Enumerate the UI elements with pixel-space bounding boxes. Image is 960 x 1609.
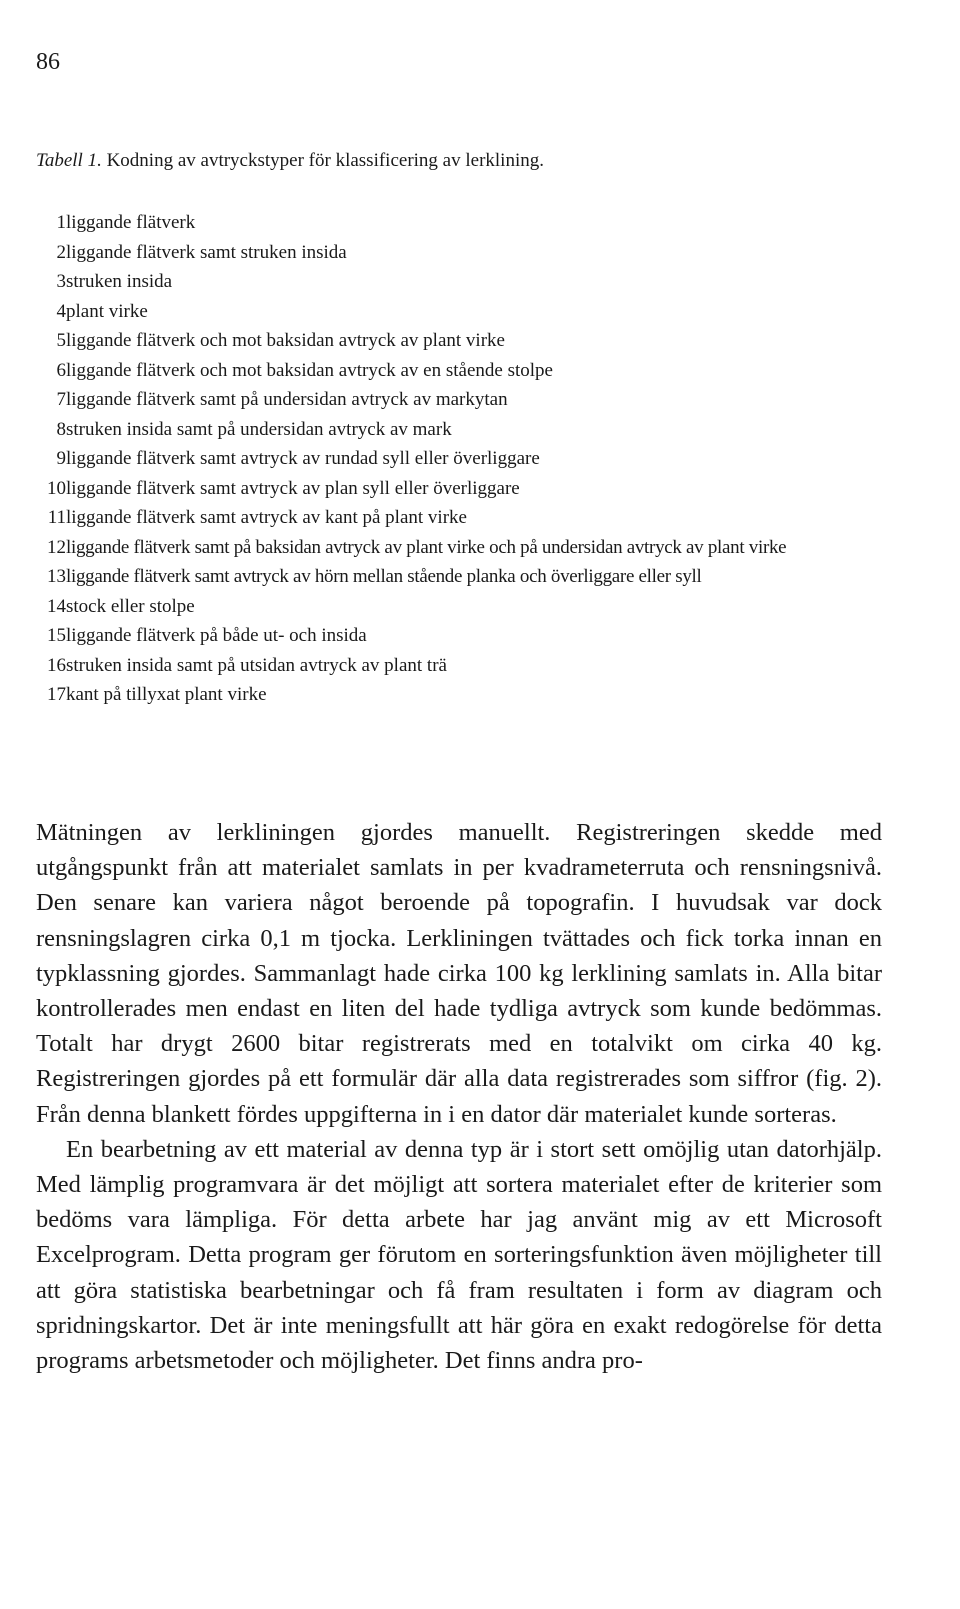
code-description: struken insida samt på undersidan avtryck av mark bbox=[66, 418, 452, 440]
code-table bbox=[36, 208, 916, 710]
code-row bbox=[36, 238, 916, 268]
code-number: 8 bbox=[56, 418, 66, 440]
code-row bbox=[36, 651, 916, 681]
code-number: 15 bbox=[47, 625, 66, 646]
code-number: 16 bbox=[47, 654, 66, 676]
code-description: liggande flätverk bbox=[66, 212, 196, 233]
code-row bbox=[36, 356, 916, 386]
code-row bbox=[36, 297, 916, 327]
code-row bbox=[36, 621, 916, 651]
code-description: liggande flätverk samt struken insida bbox=[66, 241, 347, 263]
code-row bbox=[36, 680, 916, 710]
code-description: struken insida bbox=[66, 271, 173, 292]
code-description: kant på tillyxat plant virke bbox=[66, 684, 267, 705]
code-description: struken insida samt på utsidan avtryck av plant trä bbox=[66, 654, 447, 676]
code-description: liggande flätverk samt avtryck av plan syll eller överliggare bbox=[66, 477, 520, 499]
code-number: 11 bbox=[47, 507, 66, 528]
paragraph: Mätningen av lerkliningen gjordes manuellt. Registreringen skedde med utgångspunkt från att materialet samlats in per kvadrameterruta och rensningsnivå. Den senare kan variera något beroende på topografin. I huvudsak var dock rensningslagren cirka 0,1 m tjocka. Lerkliningen tvättades och fick torka innan en typklassning gjordes. Sammanlagt hade cirka 100 kg lerklining samlats in. Alla bitar kontrollerades men endast en liten del hade tydliga avtryck som kunde bedömmas. Totalt har drygt 2600 bitar registrerats med en totalvikt om cirka 40 kg. Registreringen gjordes på ett formulär där alla data registrerades som siffror (fig. 2). Från denna blankett fördes uppgifterna in i en dator där materialet kunde sorteras. bbox=[36, 819, 882, 1128]
paragraph: En bearbetning av ett material av denna typ är i stort sett omöjlig utan datorhjälp. Med lämplig programvara är det möjligt att sortera materialet efter de kriterier som bedöms vara lämpliga. För detta arbete har jag använt mig av ett Microsoft Excelprogram. Detta program ger förutom en sorteringsfunktion även möjligheter till att göra statistiska bearbetningar och få fram resultaten i form av diagram och spridningskartor. Det är inte meningsfullt att här göra en exakt redogörelse för detta programs arbetsmetoder och möjligheter. Det finns andra pro- bbox=[36, 1135, 882, 1375]
code-description: liggande flätverk samt på baksidan avtryck av plant virke och på undersidan avtryck av plant virke bbox=[66, 536, 787, 558]
code-number: 6 bbox=[56, 359, 66, 381]
code-row bbox=[36, 592, 916, 622]
code-description: liggande flätverk på både ut- och insida bbox=[66, 625, 367, 646]
code-row bbox=[36, 267, 916, 297]
code-number: 13 bbox=[47, 566, 66, 587]
code-description: stock eller stolpe bbox=[66, 595, 195, 617]
code-number: 5 bbox=[56, 330, 66, 351]
code-number: 4 bbox=[56, 300, 66, 322]
code-row bbox=[36, 474, 916, 504]
code-description: plant virke bbox=[66, 300, 148, 322]
code-number: 14 bbox=[47, 595, 66, 617]
code-row bbox=[36, 208, 916, 238]
code-row bbox=[36, 562, 916, 592]
code-number: 9 bbox=[56, 448, 66, 469]
code-row bbox=[36, 415, 916, 445]
code-description: liggande flätverk och mot baksidan avtryck av plant virke bbox=[66, 330, 505, 351]
table-caption bbox=[36, 148, 544, 174]
code-description: liggande flätverk och mot baksidan avtryck av en stående stolpe bbox=[66, 359, 553, 381]
code-number: 17 bbox=[47, 684, 66, 705]
code-description: liggande flätverk samt på undersidan avtryck av markytan bbox=[66, 389, 508, 410]
table-caption-text: Kodning av avtryckstyper för klassificering av lerklining. bbox=[106, 150, 544, 171]
code-number: 12 bbox=[47, 536, 66, 558]
code-number: 1 bbox=[56, 212, 66, 233]
code-row bbox=[36, 503, 916, 533]
code-description: liggande flätverk samt avtryck av kant på plant virke bbox=[66, 507, 467, 528]
code-number: 3 bbox=[56, 271, 66, 292]
body-text bbox=[36, 815, 882, 1378]
code-description: liggande flätverk samt avtryck av rundad syll eller överliggare bbox=[66, 448, 540, 469]
code-description: liggande flätverk samt avtryck av hörn mellan stående planka och överliggare eller syll bbox=[66, 566, 702, 587]
table-caption-label: Tabell 1. bbox=[36, 150, 102, 171]
code-row bbox=[36, 385, 916, 415]
code-row bbox=[36, 533, 916, 563]
code-row bbox=[36, 444, 916, 474]
code-number: 10 bbox=[47, 477, 66, 499]
code-row bbox=[36, 326, 916, 356]
code-number: 2 bbox=[56, 241, 66, 263]
page-number: 86 bbox=[36, 49, 60, 75]
code-number: 7 bbox=[56, 389, 66, 410]
